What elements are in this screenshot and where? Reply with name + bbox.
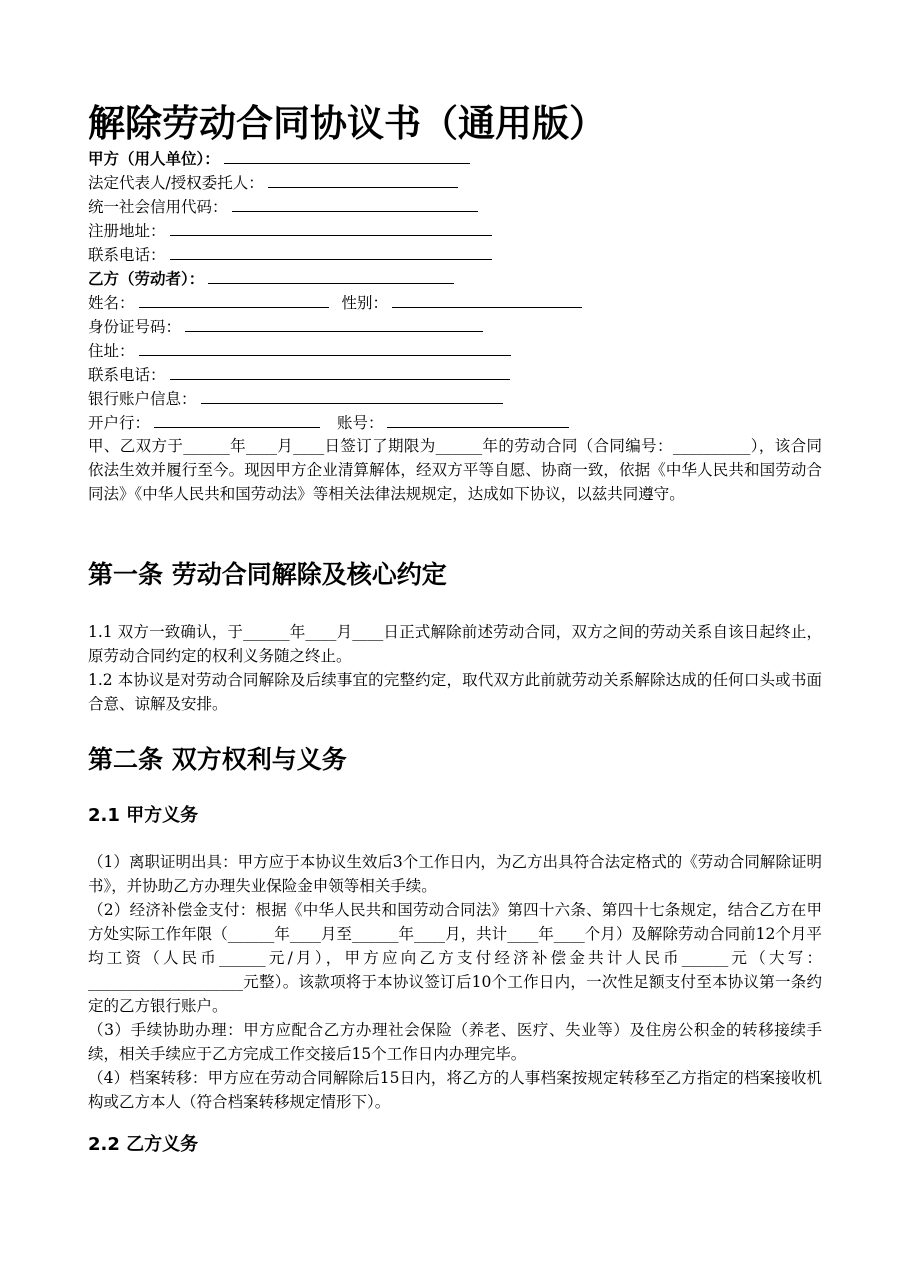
legal-rep-line — [88, 170, 458, 195]
party-a-phone-line — [88, 242, 492, 267]
name-gender-line — [88, 290, 582, 315]
legal-rep-blank — [268, 170, 458, 188]
bank-info-label: 银行账户信息： — [88, 390, 197, 408]
bank-account-line — [88, 410, 569, 435]
name-label: 姓名： — [88, 294, 135, 312]
party-a-phone-blank — [170, 242, 492, 260]
party-a-address-line — [88, 218, 492, 243]
credit-code-line — [88, 194, 478, 219]
party-b-phone-label: 联系电话： — [88, 366, 166, 384]
bank-blank — [154, 410, 320, 428]
document-title: 解除劳动合同协议书（通用版） — [88, 102, 606, 145]
account-blank — [387, 410, 569, 428]
party-b-line — [88, 266, 454, 291]
article-2-heading: 第二条 双方权利与义务 — [88, 745, 347, 774]
party-a-phone-label: 联系电话： — [88, 246, 166, 264]
duty-item-3: （3）手续协助办理：甲方应配合乙方办理社会保险（养老、医疗、失业等）及住房公积金的转移接续手续，相关手续应于乙方完成工作交接后15个工作日内办理完毕。 — [88, 1021, 822, 1063]
party-b-blank — [208, 266, 454, 284]
credit-code-blank — [232, 194, 478, 212]
legal-rep-label: 法定代表人/授权委托人： — [88, 174, 264, 192]
bank-label: 开户行： — [88, 414, 151, 432]
gender-label: 性别： — [341, 294, 388, 312]
account-label: 账号： — [336, 414, 384, 432]
party-a-address-blank — [170, 218, 492, 236]
section-2-1-heading: 2.1 甲方义务 — [88, 805, 199, 826]
party-a-heading: 甲方（用人单位）： — [88, 149, 220, 168]
preamble-paragraph: 甲、乙双方于______年____月____日签订了期限为______年的劳动合同（合同编号：__________），该合同依法生效并履行至今。现因甲方企业清算解体，经双方平等自愿、协商一致，依据《中华人民共和国劳动合同法》《中华人民共和国劳动法》等相关法律法规规定，达成如下协议，以兹共同遵守。 — [88, 437, 822, 503]
duty-item-2: （2）经济补偿金支付：根据《中华人民共和国劳动合同法》第四十六条、第四十七条规定，结合乙方在甲方处实际工作年限（______年____月至______年____月，共计____年____个月）及解除劳动合同前12个月平均工资（人民币______元/月），甲方应向乙方支付经济补偿金共计人民币______元（大写：____________________元整）。该款项将于本协议签订后10个工作日内，一次性足额支付至本协议第一条约定的乙方银行账户。 — [88, 901, 822, 1015]
party-b-heading: 乙方（劳动者）： — [88, 269, 205, 288]
gender-blank — [392, 290, 582, 308]
name-blank — [139, 290, 329, 308]
party-b-address-blank — [139, 338, 511, 356]
duty-item-4: （4）档案转移：甲方应在劳动合同解除后15日内，将乙方的人事档案按规定转移至乙方指定的档案接收机构或乙方本人（符合档案转移规定情形下）。 — [88, 1069, 822, 1111]
party-b-phone-line — [88, 362, 510, 387]
party-b-address-label: 住址： — [88, 342, 135, 360]
id-number-label: 身份证号码： — [88, 318, 182, 336]
article-1-clause-2: 1.2 本协议是对劳动合同解除及后续事宜的完整约定，取代双方此前就劳动关系解除达成的任何口头或书面合意、谅解及安排。 — [88, 671, 822, 713]
party-a-address-label: 注册地址： — [88, 222, 166, 240]
bank-info-line — [88, 386, 503, 411]
duty-item-1: （1）离职证明出具：甲方应于本协议生效后3个工作日内，为乙方出具符合法定格式的《劳动合同解除证明书》，并协助乙方办理失业保险金申领等相关手续。 — [88, 853, 822, 895]
party-b-address-line — [88, 338, 511, 363]
article-1-heading: 第一条 劳动合同解除及核心约定 — [88, 560, 447, 589]
party-a-blank — [224, 146, 470, 164]
party-b-phone-blank — [170, 362, 510, 380]
credit-code-label: 统一社会信用代码： — [88, 198, 228, 216]
bank-info-blank — [201, 386, 503, 404]
id-number-line — [88, 314, 483, 339]
party-a-line — [88, 146, 470, 171]
article-1-clause-1: 1.1 双方一致确认，于______年____月____日正式解除前述劳动合同，双方之间的劳动关系自该日起终止，原劳动合同约定的权利义务随之终止。 — [88, 623, 822, 665]
section-2-2-heading: 2.2 乙方义务 — [88, 1134, 199, 1155]
id-number-blank — [185, 314, 483, 332]
